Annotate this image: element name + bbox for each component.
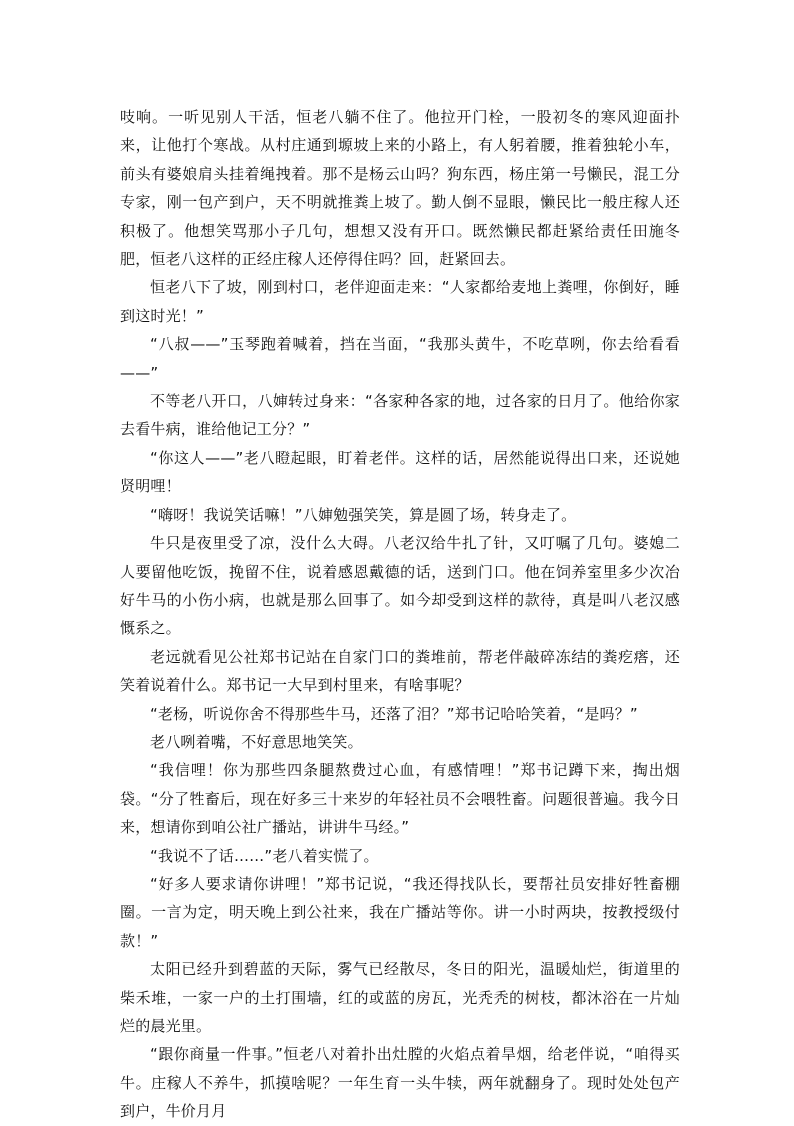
paragraph-3: “八叔——”玉琴跑着喊着，挡在当面，“我那头黄牛，不吃草咧，你去给看看——” bbox=[120, 335, 680, 382]
paragraph-2: 恒老八下了坡，刚到村口，老伴迎面走来：“人家都给麦地上粪哩，你倒好，睡到这时光！” bbox=[120, 278, 680, 325]
paragraph-9: “老杨，听说你舍不得那些牛马，还落了泪？”郑书记哈哈笑着，“是吗？” bbox=[150, 704, 638, 723]
paragraph-4: 不等老八开口，八婶转过身来：“各家种各家的地，过各家的日月了。他给你家去看牛病，谁给他记工分？” bbox=[120, 392, 680, 439]
paragraph-13: “好多人要求请你讲哩！”郑书记说，“我还得找队长，要帮社员安排好牲畜棚圈。一言为定，明天晚上到公社来，我在广播站等你。讲一小时两块，按教授级付款！” bbox=[120, 874, 680, 950]
paragraph-1: 吱响。一听见别人干活，恒老八躺不住了。他拉开门栓，一股初冬的寒风迎面扑来，让他打个寒战。从村庄通到塬坡上来的小路上，有人躬着腰，推着独轮小车，前头有婆娘肩头挂着绳拽着。那不是杨云山吗？狗东西，杨庄第一号懒民，混工分专家，刚一包产到户，天不明就推粪上坡了。勤人倒不显眼，懒民比一般庄稼人还积极了。他想笑骂那小子几句，想想又没有开口。既然懒民都赶紧给责任田施冬肥，恒老八这样的正经庄稼人还停得住吗？回，赶紧回去。 bbox=[120, 108, 680, 269]
paragraph-7: 牛只是夜里受了凉，没什么大碍。八老汉给牛扎了针，又叮嘱了几句。婆媳二人要留他吃饭，挽留不住，说着感恩戴德的话，送到门口。他在饲养室里多少次冶好牛马的小伤小病，也就是那么回事了。如今却受到这样的款待，真是叫八老汉感慨系之。 bbox=[120, 534, 680, 638]
paragraph-15: “跟你商量一件事。”恒老八对着扑出灶膛的火焰点着旱烟，给老伴说，“咱得买牛。庄稼人不养牛，抓摸啥呢？一年生育一头牛犊，两年就翻身了。现时处处包产到户，牛价月月 bbox=[120, 1045, 680, 1121]
paragraph-8: 老远就看见公社郑书记站在自家门口的粪堆前，帮老伴敲碎冻结的粪疙瘩，还笑着说着什么。郑书记一大早到村里来，有啥事呢？ bbox=[120, 647, 680, 695]
paragraph-6: “嗨呀！我说笑话嘛！”八婶勉强笑笑，算是圆了场，转身走了。 bbox=[150, 505, 577, 524]
paragraph-12: “我说不了话……”老八着实慌了。 bbox=[150, 846, 379, 865]
document-page bbox=[120, 103, 680, 1126]
paragraph-11: “我信哩！你为那些四条腿熬费过心血，有感情哩！”郑书记蹲下来，掏出烟袋。“分了牲畜后，现在好多三十来岁的年轻社员不会喂牲畜。问题很普遍。我今日来，想请你到咱公社广播站，讲讲牛马经。” bbox=[120, 761, 680, 837]
paragraph-14: 太阳已经升到碧蓝的天际，雾气已经散尽，冬日的阳光，温暖灿烂，街道里的柴禾堆，一家一户的土打围墙，红的或蓝的房瓦，光秃秃的树枝，都沐浴在一片灿烂的晨光里。 bbox=[120, 960, 680, 1035]
paragraph-5: “你这人——”老八瞪起眼，盯着老伴。这样的话，居然能说得出口来，还说她贤明哩！ bbox=[120, 448, 680, 496]
paragraph-10: 老八咧着嘴，不好意思地笑笑。 bbox=[150, 732, 363, 751]
